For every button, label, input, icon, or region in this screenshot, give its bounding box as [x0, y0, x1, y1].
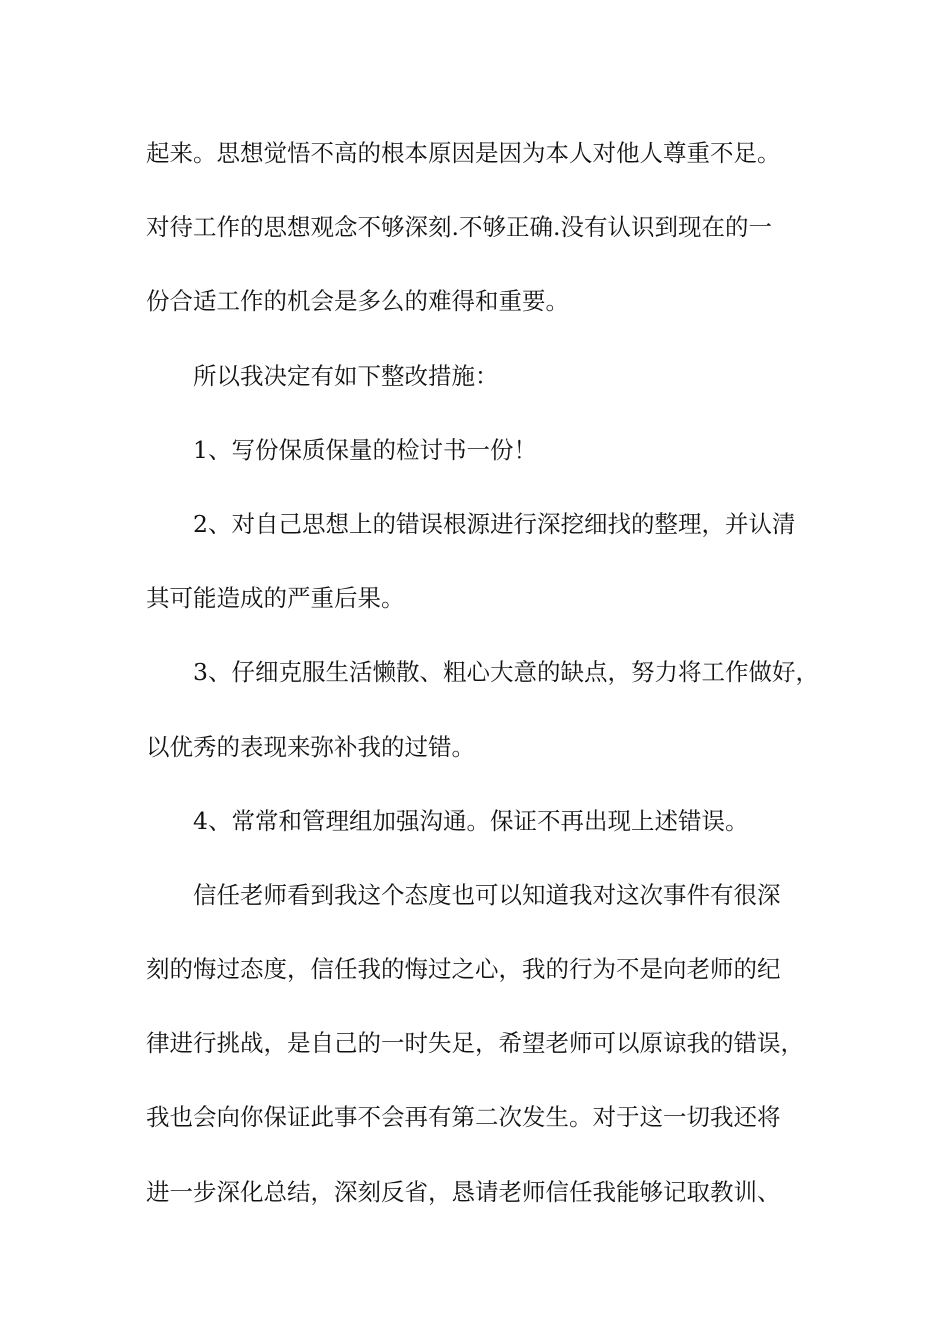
text-line: 2、对自己思想上的错误根源进行深挖细找的整理，并认清: [193, 509, 796, 538]
text-line: 以优秀的表现来弥补我的过错。: [146, 732, 475, 761]
text-line: 起来。思想觉悟不高的根本原因是因为本人对他人尊重不足。: [146, 139, 781, 167]
text-line: 1、写份保质保量的检讨书一份！: [193, 435, 537, 464]
text-line: 律进行挑战，是自己的一时失足，希望老师可以原谅我的错误，: [146, 1029, 804, 1058]
text-line: 3、仔细克服生活懒散、粗心大意的缺点，努力将工作做好，: [193, 658, 819, 687]
text-line: 所以我决定有如下整改措施：: [193, 361, 499, 390]
text-line: 对待工作的思想观念不够深刻.不够正确.没有认识到现在的一: [146, 213, 772, 242]
text-line: 我也会向你保证此事不会再有第二次发生。对于这一切我还将: [146, 1103, 781, 1132]
text-line: 进一步深化总结，深刻反省，恳请老师信任我能够记取教训、: [146, 1177, 781, 1206]
text-line: 4、常常和管理组加强沟通。保证不再出现上述错误。: [193, 806, 749, 835]
text-line: 份合适工作的机会是多么的难得和重要。: [146, 287, 569, 316]
document-body: [146, 126, 819, 1239]
text-line: 其可能造成的严重后果。: [146, 584, 405, 613]
text-line: 刻的悔过态度，信任我的悔过之心，我的行为不是向老师的纪: [146, 955, 781, 984]
text-line: 信任老师看到我这个态度也可以知道我对这次事件有很深: [193, 880, 781, 909]
